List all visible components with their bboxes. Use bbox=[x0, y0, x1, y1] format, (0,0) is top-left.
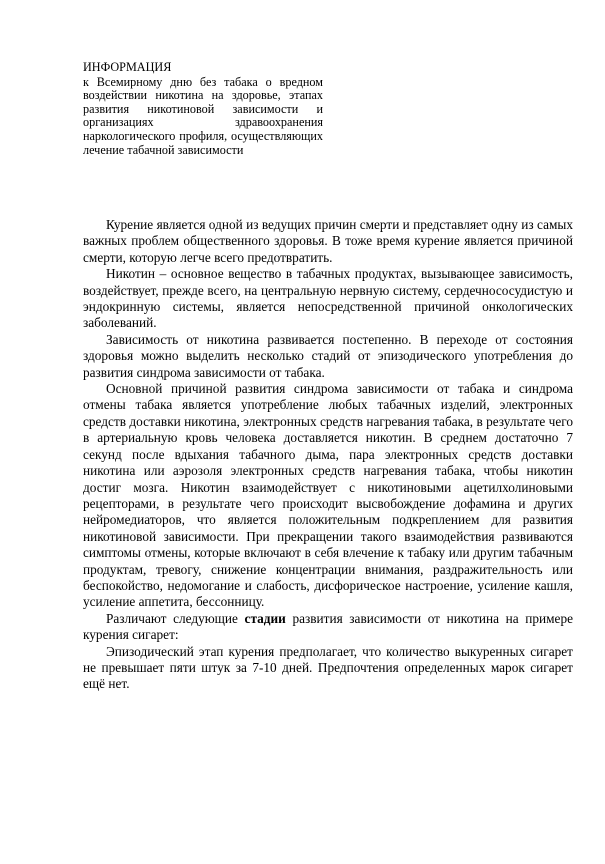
document-title: ИНФОРМАЦИЯ bbox=[83, 60, 172, 74]
paragraph-2: Никотин – основное вещество в табачных продуктах, вызывающее зависимость, воздействует, прежде всего, на центральную нервную систему, сердечнососудистую и эндокринную системы, является непосредственной причиной онкологических заболеваний. bbox=[83, 266, 573, 331]
paragraph-4: Основной причиной развития синдрома зависимости от табака и синдрома отмены табака является употребление любых табачных изделий, электронных средств доставки никотина, электронных средств нагревания табака, в результате чего в артериальную кровь человека доставляется никотин. В среднем достаточно 7 секунд после вдыхания табачного дыма, пара электронных средств доставки никотина или аэрозоля электронных средств нагревания табака, чтобы никотин достиг мозга. Никотин взаимодействует с никотиновыми ацетилхолиновыми рецепторами, в результате чего происходит высвобождение дофамина и других нейромедиаторов, что является положительным подкреплением для развития никотиновой зависимости. При прекращении такого взаимодействия развиваются симптомы отмены, которые включают в себя влечение к табаку или другим табачным продуктам, тревогу, снижение концентрации внимания, раздражительность или беспокойство, недомогание и слабость, дисфорическое настроение, усиление кашля, усиление аппетита, бессонницу. bbox=[83, 381, 573, 610]
paragraph-3: Зависимость от никотина развивается постепенно. В переходе от состояния здоровья можно выделить несколько стадий от эпизодического употребления до развития синдрома зависимости от табака. bbox=[83, 331, 573, 380]
document-subtitle: к Всемирному дню без табака о вредном воздействии никотина на здоровье, этапах развития никотиновой зависимости и организациях здравоохранения наркологического профиля, осуществляющих лечение табачной зависимости bbox=[83, 74, 323, 157]
paragraph-5-start: Различают следующие bbox=[106, 610, 245, 626]
stages-bold-word: стадии bbox=[244, 610, 286, 626]
paragraph-5 bbox=[83, 611, 573, 644]
document-body bbox=[83, 217, 573, 693]
heading-block bbox=[83, 61, 323, 157]
paragraph-1: Курение является одной из ведущих причин смерти и представляет одну из самых важных проблем общественного здоровья. В тоже время курение является причиной смерти, которую легче всего предотвратить. bbox=[83, 217, 573, 265]
paragraph-5-end: развития зависимости от никотина на примере курения сигарет: bbox=[83, 610, 573, 643]
paragraph-6: Эпизодический этап курения предполагает, что количество выкуренных сигарет не превышает пяти штук за 7-10 дней. Предпочтения определенных марок сигарет ещё нет. bbox=[83, 643, 573, 692]
